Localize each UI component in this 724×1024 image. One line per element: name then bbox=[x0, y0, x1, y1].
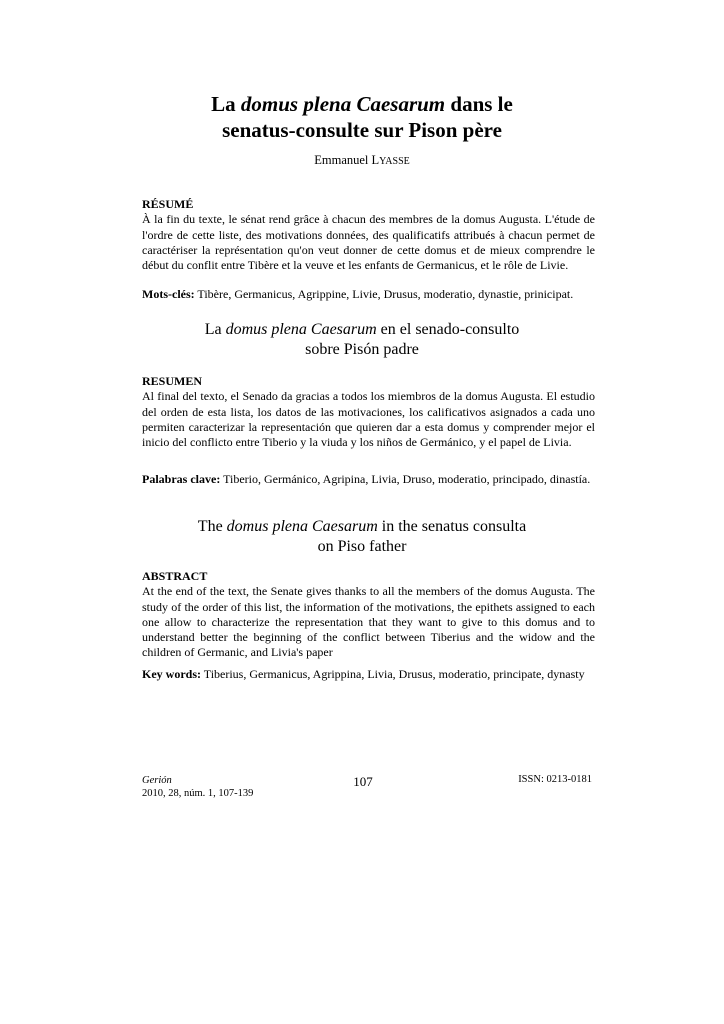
spanish-title-line-1 bbox=[80, 320, 644, 340]
spanish-keywords bbox=[142, 472, 595, 487]
spanish-title-line-2: sobre Pisón padre bbox=[305, 341, 419, 358]
english-heading: ABSTRACT bbox=[142, 569, 208, 583]
spanish-body: Al final del texto, el Senado da gracias a todos los miembros de la domus Augusta. El estudio del orden de esta lista, los datos de las motivaciones, los calificativos asignados a cada uno permiten caracterizar la representación que quieren dar a esta domus y comprender mejor el inicio del conflicto entre Tiberio y la viuda y los niños de Germánico, y el papel de Livia. bbox=[142, 389, 595, 450]
french-keywords-label: Mots-clés: bbox=[142, 287, 195, 301]
english-title-line-1 bbox=[80, 517, 644, 537]
author-last-initial: L bbox=[371, 153, 380, 167]
french-abstract bbox=[142, 197, 595, 273]
title-line-2: senatus-consulte sur Pison père bbox=[222, 118, 502, 142]
page-number: 107 bbox=[353, 774, 373, 789]
footer-volume: 2010, 28, núm. 1, 107-139 bbox=[142, 788, 254, 799]
english-title-line-2: on Piso father bbox=[317, 538, 407, 555]
french-keywords-list: Tibère, Germanicus, Agrippine, Livie, Drusus, moderatio, dynastie, prinicipat. bbox=[194, 287, 574, 301]
english-abstract bbox=[142, 569, 595, 661]
spanish-abstract bbox=[142, 374, 595, 450]
title-line-1 bbox=[80, 91, 644, 117]
english-title bbox=[80, 517, 644, 557]
author-last-rest: YASSE bbox=[379, 156, 410, 167]
title-italic: domus plena Caesarum bbox=[240, 92, 446, 116]
footer-citation bbox=[142, 774, 253, 800]
spanish-title-italic: domus plena Caesarum bbox=[225, 321, 377, 338]
french-keywords bbox=[142, 287, 595, 302]
french-heading: RÉSUMÉ bbox=[142, 197, 194, 211]
english-title-italic: domus plena Caesarum bbox=[226, 518, 378, 535]
spanish-title bbox=[80, 320, 644, 360]
english-keywords-label: Key words: bbox=[142, 667, 201, 681]
english-body: At the end of the text, the Senate gives thanks to all the members of the domus Augusta. The study of the order of this list, the information of the motivations, the epithets assigned to each one allow to characterize the representation that they want to give to this domus and to understand better the beginning of the conflict between Tiberius and the widow and the children of Germanic, and Livia's paper bbox=[142, 584, 595, 660]
english-title-pre: The bbox=[197, 518, 227, 535]
english-keywords-list: Tiberius, Germanicus, Agrippina, Livia, Drusus, moderatio, principate, dynasty bbox=[201, 667, 585, 681]
title-post: dans le bbox=[445, 92, 513, 116]
footer-issn: ISSN: 0213-0181 bbox=[518, 774, 592, 785]
title-pre: La bbox=[211, 92, 241, 116]
author-first: Emmanuel bbox=[314, 153, 372, 167]
spanish-keywords-list: Tiberio, Germánico, Agripina, Livia, Druso, moderatio, principado, dinastía. bbox=[220, 472, 591, 486]
spanish-title-pre: La bbox=[204, 321, 226, 338]
english-keywords bbox=[142, 667, 595, 682]
article-title bbox=[80, 91, 644, 143]
french-body: À la fin du texte, le sénat rend grâce à chacun des membres de la domus Augusta. L'étude de l'ordre de cette liste, des motivations données, des qualificatifs attribués à chacun permet de caractériser la représentation qu'on veut donner de cette domus et de mieux comprendre le début du conflit entre Tibère et la veuve et les enfants de Germanicus, et le rôle de Livie. bbox=[142, 212, 595, 273]
spanish-heading: RESUMEN bbox=[142, 374, 203, 388]
footer-journal: Gerión bbox=[142, 775, 172, 786]
author-name bbox=[0, 153, 724, 168]
spanish-keywords-label: Palabras clave: bbox=[142, 472, 221, 486]
english-title-post: in the senatus consulta bbox=[377, 518, 527, 535]
spanish-title-post: en el senado-consulto bbox=[376, 321, 520, 338]
